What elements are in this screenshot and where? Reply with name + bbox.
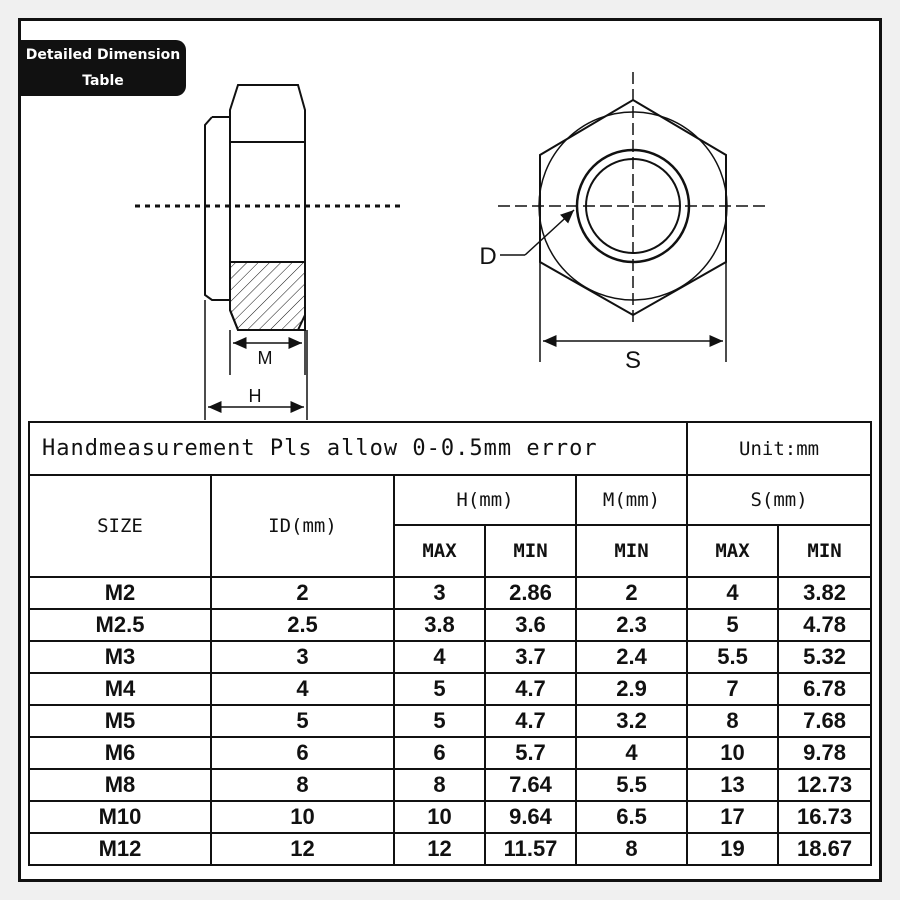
cell-s-max: 13 — [687, 769, 778, 801]
cell-s-max: 7 — [687, 673, 778, 705]
cell-s-max: 5.5 — [687, 641, 778, 673]
cell-id: 4 — [211, 673, 394, 705]
cell-h-min: 5.7 — [485, 737, 576, 769]
cell-s-max: 19 — [687, 833, 778, 865]
cell-h-max: 10 — [394, 801, 485, 833]
subheader-h-min: MIN — [485, 525, 576, 577]
cell-size: M3 — [29, 641, 211, 673]
cell-size: M5 — [29, 705, 211, 737]
cell-h-min: 9.64 — [485, 801, 576, 833]
dimension-label-m: M — [257, 348, 273, 368]
cell-s-min: 18.67 — [778, 833, 871, 865]
dimension-label-d: D — [479, 243, 497, 270]
cell-h-min: 11.57 — [485, 833, 576, 865]
cell-s-min: 9.78 — [778, 737, 871, 769]
cell-size: M8 — [29, 769, 211, 801]
cell-h-min: 4.7 — [485, 673, 576, 705]
cell-m-min: 4 — [576, 737, 687, 769]
cell-h-min: 7.64 — [485, 769, 576, 801]
header-s: S(mm) — [687, 475, 871, 525]
header-m: M(mm) — [576, 475, 687, 525]
table-row — [29, 769, 871, 801]
cell-id: 8 — [211, 769, 394, 801]
cell-s-max: 17 — [687, 801, 778, 833]
cell-h-min: 4.7 — [485, 705, 576, 737]
cell-h-max: 3.8 — [394, 609, 485, 641]
table-row — [29, 673, 871, 705]
table-row — [29, 609, 871, 641]
table-row — [29, 801, 871, 833]
badge-line-1: Detailed Dimension — [25, 47, 181, 63]
unit-label: Unit:mm — [687, 422, 871, 475]
cell-s-max: 8 — [687, 705, 778, 737]
cell-m-min: 5.5 — [576, 769, 687, 801]
cell-size: M6 — [29, 737, 211, 769]
cell-s-min: 4.78 — [778, 609, 871, 641]
cell-m-min: 6.5 — [576, 801, 687, 833]
cell-h-max: 6 — [394, 737, 485, 769]
cell-s-min: 3.82 — [778, 577, 871, 609]
cell-m-min: 8 — [576, 833, 687, 865]
cell-s-min: 7.68 — [778, 705, 871, 737]
cell-size: M10 — [29, 801, 211, 833]
table-row — [29, 705, 871, 737]
table-row — [29, 833, 871, 865]
header-id: ID(mm) — [211, 475, 394, 577]
cell-id: 5 — [211, 705, 394, 737]
title-badge — [20, 40, 186, 96]
tolerance-note: Handmeasurement Pls allow 0-0.5mm error — [29, 422, 687, 475]
table-row — [29, 737, 871, 769]
cell-m-min: 2 — [576, 577, 687, 609]
cell-m-min: 2.9 — [576, 673, 687, 705]
cell-h-max: 12 — [394, 833, 485, 865]
note-row — [29, 422, 871, 475]
cell-id: 6 — [211, 737, 394, 769]
table-row — [29, 641, 871, 673]
cell-s-min: 6.78 — [778, 673, 871, 705]
cell-h-max: 3 — [394, 577, 485, 609]
subheader-s-min: MIN — [778, 525, 871, 577]
badge-line-2: Table — [82, 73, 124, 89]
subheader-h-max: MAX — [394, 525, 485, 577]
cell-id: 2 — [211, 577, 394, 609]
header-h: H(mm) — [394, 475, 576, 525]
cell-id: 10 — [211, 801, 394, 833]
cell-s-max: 4 — [687, 577, 778, 609]
cell-id: 3 — [211, 641, 394, 673]
table-row — [29, 577, 871, 609]
dimension-label-s: S — [624, 347, 642, 374]
cell-h-max: 5 — [394, 673, 485, 705]
cell-h-min: 3.7 — [485, 641, 576, 673]
cell-h-max: 4 — [394, 641, 485, 673]
cell-s-min: 5.32 — [778, 641, 871, 673]
cell-m-min: 2.4 — [576, 641, 687, 673]
cell-size: M4 — [29, 673, 211, 705]
cell-h-min: 3.6 — [485, 609, 576, 641]
cell-id: 12 — [211, 833, 394, 865]
dimension-table — [28, 421, 872, 866]
cell-size: M12 — [29, 833, 211, 865]
cell-h-max: 8 — [394, 769, 485, 801]
dimension-label-h: H — [248, 386, 262, 406]
subheader-m-min: MIN — [576, 525, 687, 577]
header-row — [29, 475, 871, 525]
cell-s-min: 16.73 — [778, 801, 871, 833]
cell-h-max: 5 — [394, 705, 485, 737]
cell-m-min: 3.2 — [576, 705, 687, 737]
cell-s-min: 12.73 — [778, 769, 871, 801]
cell-m-min: 2.3 — [576, 609, 687, 641]
cell-h-min: 2.86 — [485, 577, 576, 609]
cell-s-max: 5 — [687, 609, 778, 641]
cell-size: M2 — [29, 577, 211, 609]
cell-s-max: 10 — [687, 737, 778, 769]
cell-id: 2.5 — [211, 609, 394, 641]
header-size: SIZE — [29, 475, 211, 577]
subheader-s-max: MAX — [687, 525, 778, 577]
cell-size: M2.5 — [29, 609, 211, 641]
